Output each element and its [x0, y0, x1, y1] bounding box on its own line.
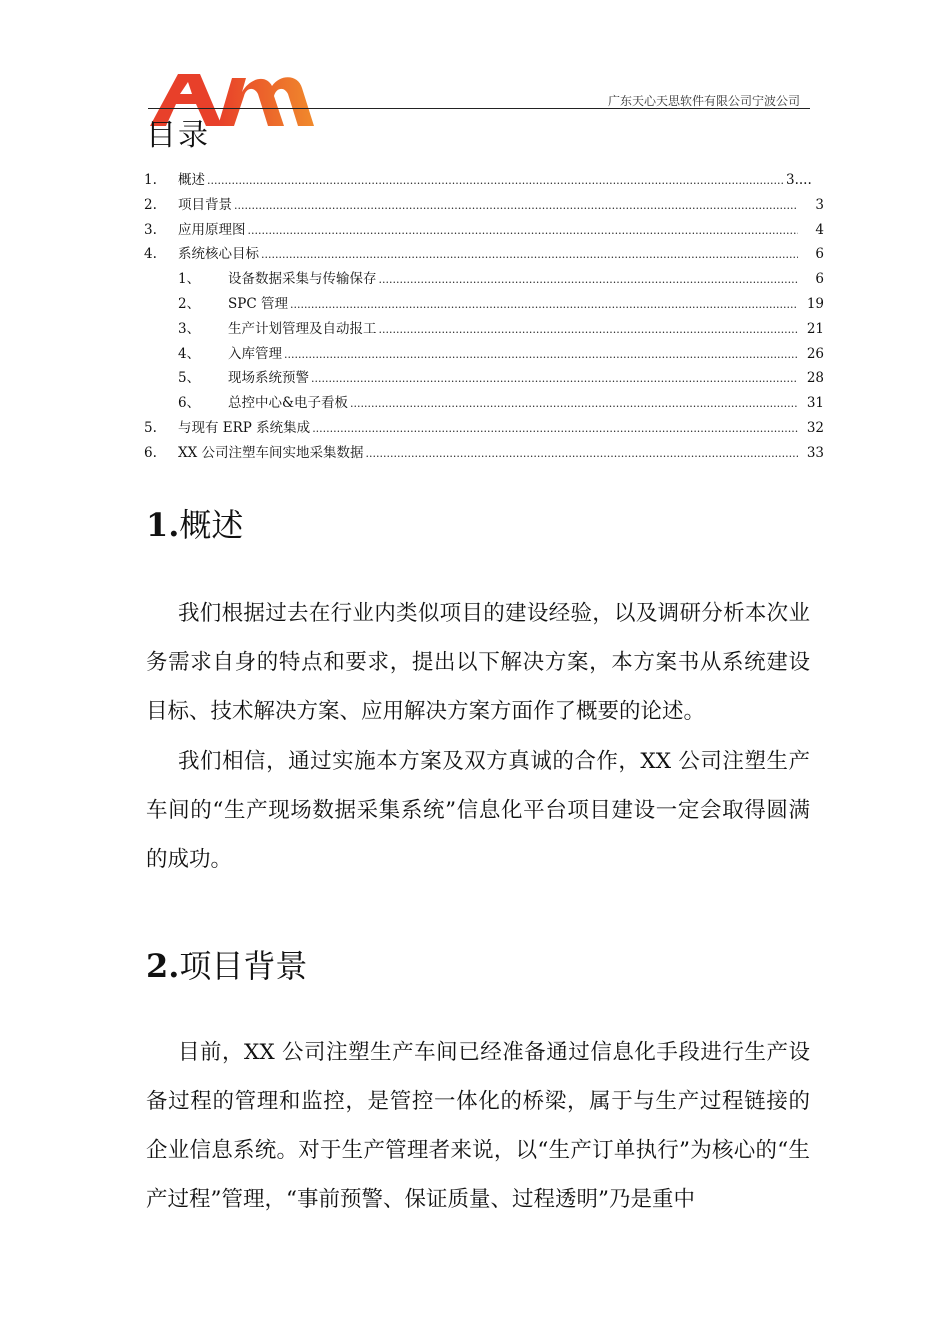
toc-item-number: 6.: [144, 444, 157, 461]
toc-item-number: 1.: [144, 172, 157, 188]
toc-leader: [312, 422, 798, 435]
toc-item-label: 现场系统预警: [228, 370, 309, 387]
toc-subitem[interactable]: [144, 366, 824, 391]
toc-item[interactable]: [144, 242, 824, 267]
body-paragraph: 我们根据过去在行业内类似项目的建设经验，以及调研分析本次业务需求自身的特点和要求，提出以下解决方案，本方案书从系统建设目标、技术解决方案、应用解决方案方面作了概要的论述。: [146, 601, 810, 724]
toc-item-page: 32: [806, 419, 824, 436]
toc-subitem[interactable]: [144, 342, 824, 367]
toc-item-page: 19: [806, 295, 824, 312]
toc-item-number: 3、: [178, 320, 201, 337]
toc-leader: [234, 199, 798, 212]
toc-item[interactable]: [144, 416, 824, 441]
toc-subitem[interactable]: [144, 391, 824, 416]
toc-item-number: 5、: [178, 370, 201, 387]
toc-item-label: XX 公司注塑车间实地采集数据: [178, 444, 364, 461]
toc-item-page: 4: [815, 221, 824, 238]
toc-leader: [379, 273, 799, 286]
toc-item-page: 28: [806, 370, 824, 387]
toc-item-label: 应用原理图: [178, 221, 246, 238]
header-company-name: 广东天心天思软件有限公司宁波公司: [607, 94, 800, 108]
toc-item-label: 入库管理: [228, 345, 282, 362]
toc-leader: [311, 372, 798, 385]
toc-item-number: 1、: [178, 271, 201, 288]
toc-subitem[interactable]: [144, 317, 824, 342]
toc-leader: [290, 298, 798, 311]
toc-item-page: 6: [815, 271, 824, 288]
section-number: 2.: [146, 947, 180, 985]
toc-subitem[interactable]: [144, 267, 824, 292]
toc-item-label: 概述: [178, 172, 205, 188]
toc-item-page: 26: [806, 345, 824, 362]
toc-item-page: 3: [815, 196, 824, 213]
toc-leader: [261, 248, 798, 261]
toc-item-label: 项目背景: [178, 196, 232, 213]
toc-leader: [366, 447, 798, 460]
toc-item-label: 生产计划管理及自动报工: [228, 320, 377, 337]
toc-item-number: 3.: [144, 221, 157, 238]
toc-item-page: 33: [806, 444, 824, 461]
section-heading: [146, 941, 307, 987]
toc-item[interactable]: [144, 168, 824, 193]
body-paragraph: 目前，XX 公司注塑生产车间已经准备通过信息化手段进行生产设备过程的管理和监控，是管控一体化的桥梁，属于与生产过程链接的企业信息系统。对于生产管理者来说，以“生产订单执行”为核心的“生产过程”管理，“事前预警、保证质量、过程透明”乃是重中: [146, 1040, 810, 1212]
section-title: 概述: [179, 506, 244, 544]
header-divider: [148, 108, 810, 109]
toc-item-page: 21: [806, 320, 824, 337]
toc-subitem[interactable]: [144, 292, 824, 317]
toc-item-label: 系统核心目标: [178, 246, 259, 263]
toc-item-label: 与现有 ERP 系统集成: [178, 419, 311, 436]
toc-leader: [284, 348, 798, 361]
body-paragraph: 我们相信，通过实施本方案及双方真诚的合作，XX 公司注塑生产车间的“生产现场数据采集系统”信息化平台项目建设一定会取得圆满的成功。: [146, 749, 810, 872]
toc-leader: [248, 224, 799, 237]
toc-leader: [207, 174, 784, 187]
section-number: 1.: [146, 506, 180, 544]
toc-item-page: 31: [806, 395, 824, 412]
toc-item-label: SPC 管理: [228, 295, 288, 312]
toc-item-number: 2、: [178, 295, 201, 312]
toc-item[interactable]: [144, 218, 824, 243]
toc-item[interactable]: [144, 441, 824, 466]
toc-item-number: 2.: [144, 196, 157, 213]
toc-title: 目录: [146, 118, 210, 153]
table-of-contents: [144, 168, 824, 466]
toc-item-page: 3....: [786, 172, 812, 188]
toc-item[interactable]: [144, 193, 824, 218]
toc-item-number: 5.: [144, 419, 157, 436]
toc-item-label: 总控中心&电子看板: [228, 395, 349, 412]
section-heading: [146, 500, 243, 546]
toc-item-label: 设备数据采集与传输保存: [228, 271, 377, 288]
toc-leader: [350, 397, 798, 410]
toc-leader: [379, 323, 799, 336]
toc-item-number: 4、: [178, 345, 201, 362]
toc-item-page: 6: [815, 246, 824, 263]
section-title: 项目背景: [179, 947, 308, 985]
toc-item-number: 6、: [178, 395, 201, 412]
toc-item-number: 4.: [144, 246, 157, 263]
